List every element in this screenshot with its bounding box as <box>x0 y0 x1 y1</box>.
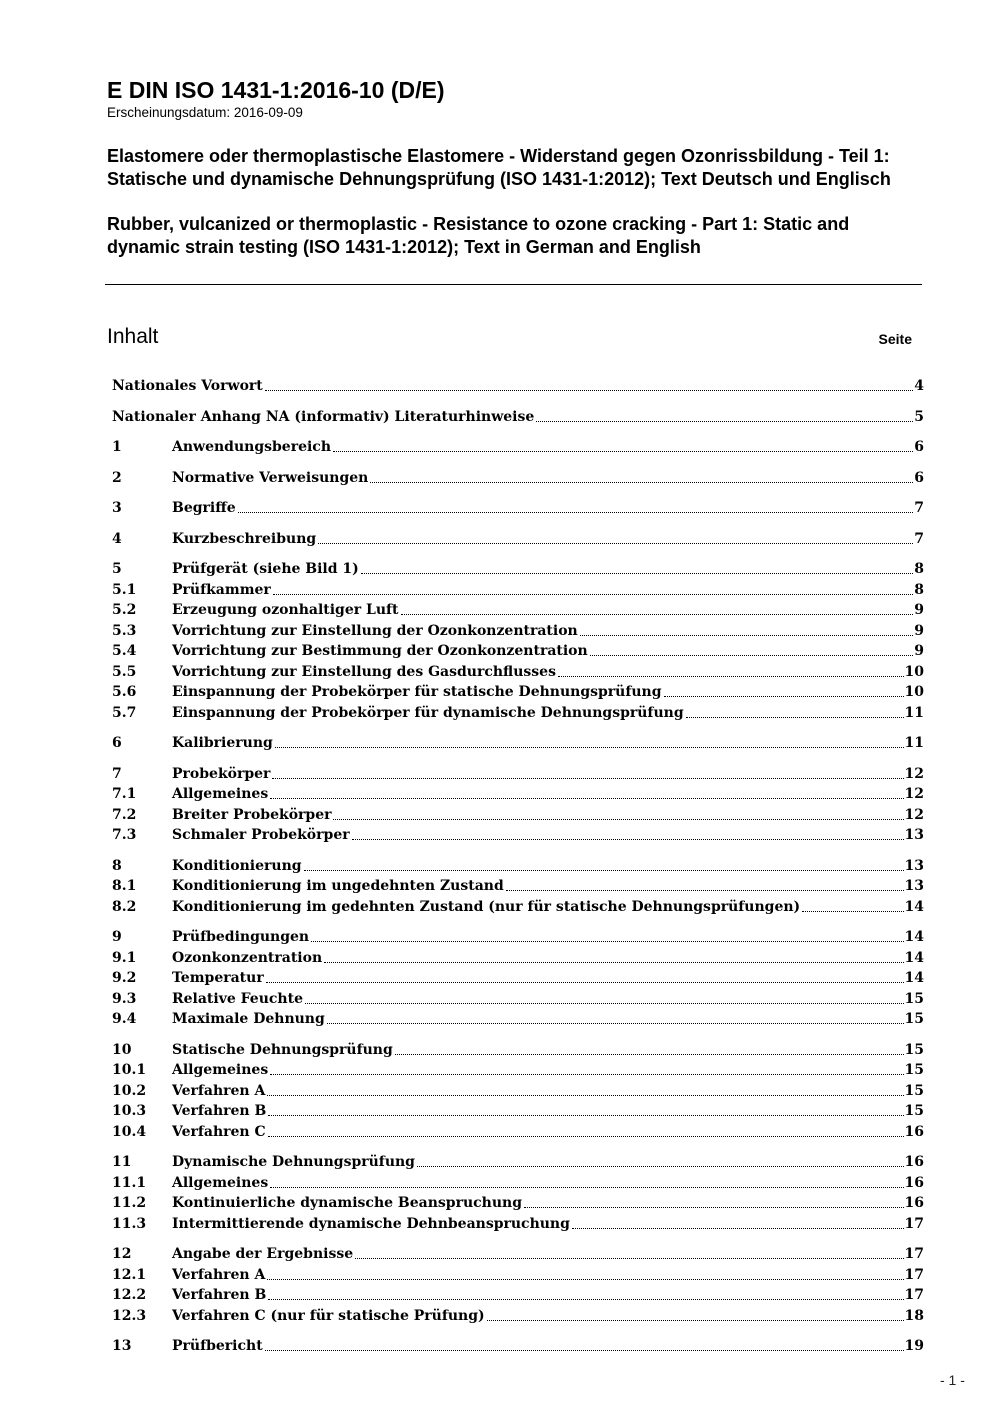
toc-entry[interactable] <box>112 1060 924 1080</box>
toc-dot-leader <box>268 1298 903 1300</box>
toc-entry-page: 6 <box>914 470 924 486</box>
toc-entry-page: 17 <box>904 1246 924 1262</box>
toc-entry-title: Prüfbericht <box>172 1338 263 1354</box>
toc-entry-title: Kalibrierung <box>172 735 273 751</box>
toc-entry-title: Verfahren B <box>172 1103 267 1119</box>
toc-dot-leader <box>267 1094 903 1096</box>
toc-entry-page: 7 <box>914 500 924 516</box>
toc-entry-number: 6 <box>112 735 122 751</box>
toc-dot-leader <box>270 797 903 799</box>
toc-entry[interactable] <box>112 662 924 682</box>
toc-dot-leader <box>590 654 914 656</box>
toc-entry[interactable] <box>112 498 924 518</box>
toc-entry[interactable] <box>112 825 924 845</box>
toc-entry[interactable] <box>112 968 924 988</box>
toc-entry[interactable] <box>112 600 924 620</box>
toc-entry-title: Vorrichtung zur Einstellung der Ozonkonzentration <box>172 623 578 639</box>
toc-dot-leader <box>304 869 904 871</box>
toc-dot-leader <box>265 1349 904 1351</box>
toc-entry-number: 10.1 <box>112 1062 147 1078</box>
toc-entry-page: 6 <box>914 439 924 455</box>
toc-entry-page: 7 <box>914 531 924 547</box>
toc-entry-number: 12.2 <box>112 1287 147 1303</box>
toc-entry[interactable] <box>112 407 924 427</box>
toc-entry-page: 15 <box>904 1103 924 1119</box>
toc-entry[interactable] <box>112 1193 924 1213</box>
toc-dot-leader <box>265 389 914 391</box>
toc-entry-number: 12.3 <box>112 1308 147 1324</box>
toc-entry-number: 7 <box>112 766 122 782</box>
toc-entry-page: 12 <box>904 807 924 823</box>
toc-entry[interactable] <box>112 1122 924 1142</box>
toc-entry-number: 4 <box>112 531 122 547</box>
toc-entry[interactable] <box>112 580 924 600</box>
toc-entry-title: Verfahren A <box>172 1267 266 1283</box>
toc-entry-title: Ozonkonzentration <box>172 950 323 966</box>
toc-entry-page: 13 <box>904 878 924 894</box>
toc-dot-leader <box>572 1227 904 1229</box>
toc-entry-number: 11.3 <box>112 1216 147 1232</box>
toc-entry-title: Vorrichtung zur Einstellung des Gasdurchflusses <box>172 664 556 680</box>
toc-entry-number: 11.1 <box>112 1175 147 1191</box>
toc-dot-leader <box>327 1022 904 1024</box>
toc-entry[interactable] <box>112 1306 924 1326</box>
toc-dot-leader <box>333 818 903 820</box>
toc-dot-leader <box>355 1257 903 1259</box>
toc-entry-page: 4 <box>914 378 924 394</box>
toc-entry-title: Breiter Probekörper <box>172 807 332 823</box>
toc-entry-title: Erzeugung ozonhaltiger Luft <box>172 602 399 618</box>
toc-entry-number: 9.4 <box>112 1011 137 1027</box>
toc-entry-number: 3 <box>112 500 122 516</box>
toc-dot-leader <box>311 940 903 942</box>
toc-entry-title: Allgemeines <box>172 1175 269 1191</box>
toc-entry-title: Einspannung der Probekörper für statische Dehnungsprüfung <box>172 684 662 700</box>
toc-entry-number: 5.5 <box>112 664 137 680</box>
toc-entry[interactable] <box>112 1101 924 1121</box>
toc-dot-leader <box>268 1135 904 1137</box>
toc-entry-number: 9.1 <box>112 950 137 966</box>
toc-entry-page: 10 <box>904 664 924 680</box>
toc-entry[interactable] <box>112 559 924 579</box>
toc-entry-title: Kurzbeschreibung <box>172 531 317 547</box>
toc-entry[interactable] <box>112 1152 924 1172</box>
toc-entry-number: 7.2 <box>112 807 137 823</box>
toc-entry-title: Relative Feuchte <box>172 991 303 1007</box>
toc-entry[interactable] <box>112 733 924 753</box>
toc-entry-title: Konditionierung <box>172 858 302 874</box>
toc-entry-title: Dynamische Dehnungsprüfung <box>172 1154 415 1170</box>
toc-entry-page: 15 <box>904 1011 924 1027</box>
toc-entry-title: Allgemeines <box>172 786 269 802</box>
toc-entry[interactable] <box>112 682 924 702</box>
toc-dot-leader <box>395 1053 904 1055</box>
toc-entry[interactable] <box>112 641 924 661</box>
toc-entry[interactable] <box>112 948 924 968</box>
toc-entry-page: 12 <box>904 766 924 782</box>
publication-date: Erscheinungsdatum: 2016-09-09 <box>107 105 303 120</box>
toc-entry-title: Schmaler Probekörper <box>172 827 350 843</box>
toc-entry-number: 5.2 <box>112 602 137 618</box>
toc-entry[interactable] <box>112 468 924 488</box>
toc-entry-page: 17 <box>904 1267 924 1283</box>
toc-entry-page: 9 <box>914 643 924 659</box>
toc-entry-page: 13 <box>904 827 924 843</box>
toc-entry-page: 8 <box>914 582 924 598</box>
toc-entry-title: Nationaler Anhang NA (informativ) Literaturhinweise <box>112 409 535 425</box>
toc-entry-page: 15 <box>904 1062 924 1078</box>
toc-entry-number: 1 <box>112 439 122 455</box>
toc-entry-page: 16 <box>904 1195 924 1211</box>
toc-dot-leader <box>524 1206 904 1208</box>
title-english: Rubber, vulcanized or thermoplastic - Resistance to ozone cracking - Part 1: Static and dynamic strain testing (ISO 1431-1:2012); Text in German and English <box>107 214 850 257</box>
toc-entry-title: Normative Verweisungen <box>172 470 369 486</box>
toc-entry-title: Angabe der Ergebnisse <box>172 1246 354 1262</box>
toc-dot-leader <box>580 634 914 636</box>
toc-entry-page: 15 <box>904 991 924 1007</box>
toc-entry-page: 14 <box>904 929 924 945</box>
toc-dot-leader <box>270 1073 903 1075</box>
toc-entry[interactable] <box>112 897 924 917</box>
toc-dot-leader <box>268 1114 903 1116</box>
toc-entry-page: 12 <box>904 786 924 802</box>
toc-entry-title: Kontinuierliche dynamische Beanspruchung <box>172 1195 522 1211</box>
toc-entry-number: 11 <box>112 1154 132 1170</box>
toc-entry[interactable] <box>112 856 924 876</box>
toc-entry[interactable] <box>112 1244 924 1264</box>
toc-entry-page: 14 <box>904 950 924 966</box>
toc-entry-number: 8.2 <box>112 899 137 915</box>
toc-entry[interactable] <box>112 1081 924 1101</box>
toc-entry-number: 5.7 <box>112 705 137 721</box>
toc-dot-leader <box>267 1278 903 1280</box>
toc-entry[interactable] <box>112 1285 924 1305</box>
toc-entry-number: 5 <box>112 561 122 577</box>
header-rule <box>105 284 922 285</box>
toc-entry-number: 9 <box>112 929 122 945</box>
toc-entry-number: 9.3 <box>112 991 137 1007</box>
toc-dot-leader <box>318 542 913 544</box>
toc-entry-number: 7.1 <box>112 786 137 802</box>
toc-dot-leader <box>275 746 904 748</box>
toc-entry-number: 10.2 <box>112 1083 147 1099</box>
toc-entry-title: Konditionierung im ungedehnten Zustand <box>172 878 504 894</box>
toc-entry-number: 5.4 <box>112 643 137 659</box>
toc-entry-title: Verfahren B <box>172 1287 267 1303</box>
toc-entry-number: 8.1 <box>112 878 137 894</box>
toc-entry[interactable] <box>112 805 924 825</box>
toc-entry-page: 14 <box>904 899 924 915</box>
toc-entry-number: 8 <box>112 858 122 874</box>
toc-dot-leader <box>272 777 903 779</box>
toc-entry[interactable] <box>112 1336 924 1356</box>
toc-entry-page: 16 <box>904 1124 924 1140</box>
toc-entry-number: 10.4 <box>112 1124 147 1140</box>
toc-entry[interactable] <box>112 927 924 947</box>
toc-entry-title: Begriffe <box>172 500 236 516</box>
toc-dot-leader <box>273 593 913 595</box>
toc-entry-title: Einspannung der Probekörper für dynamische Dehnungsprüfung <box>172 705 684 721</box>
toc-entry-page: 19 <box>904 1338 924 1354</box>
toc-entry-title: Vorrichtung zur Bestimmung der Ozonkonzentration <box>172 643 588 659</box>
toc-entry[interactable] <box>112 1009 924 1029</box>
toc-entry-page: 13 <box>904 858 924 874</box>
toc-dot-leader <box>370 481 913 483</box>
toc-entry-number: 13 <box>112 1338 132 1354</box>
toc-entry-number: 12 <box>112 1246 132 1262</box>
toc-entry[interactable] <box>112 1265 924 1285</box>
toc-dot-leader <box>324 961 903 963</box>
toc-entry-number: 5.6 <box>112 684 137 700</box>
toc-entry-number: 11.2 <box>112 1195 147 1211</box>
toc-dot-leader <box>401 613 914 615</box>
toc-entry-page: 5 <box>914 409 924 425</box>
toc-entry-title: Statische Dehnungsprüfung <box>172 1042 393 1058</box>
toc-entry-page: 8 <box>914 561 924 577</box>
toc-dot-leader <box>802 910 903 912</box>
toc-entry-page: 15 <box>904 1083 924 1099</box>
toc-dot-leader <box>686 716 904 718</box>
toc-entry-number: 12.1 <box>112 1267 147 1283</box>
toc-entry[interactable] <box>112 784 924 804</box>
toc-entry-title: Prüfgerät (siehe Bild 1) <box>172 561 359 577</box>
toc-dot-leader <box>305 1002 904 1004</box>
toc-dot-leader <box>664 695 904 697</box>
toc-dot-leader <box>487 1319 904 1321</box>
toc-entry-page: 16 <box>904 1175 924 1191</box>
toc-dot-leader <box>361 572 913 574</box>
toc-entry-page: 16 <box>904 1154 924 1170</box>
toc-dot-leader <box>352 838 904 840</box>
toc-entry-page: 9 <box>914 623 924 639</box>
toc-entry-title: Intermittierende dynamische Dehnbeanspruchung <box>172 1216 570 1232</box>
toc-entry[interactable] <box>112 703 924 723</box>
toc-entry[interactable] <box>112 1173 924 1193</box>
toc-entry-number: 10.3 <box>112 1103 147 1119</box>
toc-entry-page: 17 <box>904 1287 924 1303</box>
document-id: E DIN ISO 1431-1:2016-10 (D/E) <box>107 77 445 103</box>
toc-entry-page: 11 <box>904 735 924 751</box>
page-column-label: Seite <box>878 331 912 347</box>
toc-entry-title: Verfahren C (nur für statische Prüfung) <box>172 1308 485 1324</box>
toc-entry[interactable] <box>112 621 924 641</box>
page-number: - 1 - <box>940 1372 965 1388</box>
toc-entry[interactable] <box>112 1214 924 1234</box>
toc-entry-number: 5.3 <box>112 623 137 639</box>
toc-dot-leader <box>266 981 904 983</box>
toc-entry-page: 10 <box>904 684 924 700</box>
toc-entry-page: 11 <box>904 705 924 721</box>
toc-entry-title: Prüfbedingungen <box>172 929 310 945</box>
toc-entry-title: Konditionierung im gedehnten Zustand (nur für statische Dehnungsprüfungen) <box>172 899 801 915</box>
toc-entry-number: 5.1 <box>112 582 137 598</box>
document-header <box>107 76 922 261</box>
toc-dot-leader <box>417 1165 904 1167</box>
toc-dot-leader <box>506 889 904 891</box>
toc-entry-number: 2 <box>112 470 122 486</box>
toc-dot-leader <box>558 675 904 677</box>
toc-entry-page: 15 <box>904 1042 924 1058</box>
toc-entry-title: Verfahren C <box>172 1124 266 1140</box>
toc-entry-title: Anwendungsbereich <box>172 439 331 455</box>
toc-entry[interactable] <box>112 876 924 896</box>
toc-entry[interactable] <box>112 376 924 396</box>
toc-entry[interactable] <box>112 989 924 1009</box>
toc-entry-title: Probekörper <box>172 766 271 782</box>
toc-dot-leader <box>333 450 913 452</box>
toc-entry-page: 14 <box>904 970 924 986</box>
toc-entry-title: Prüfkammer <box>172 582 271 598</box>
toc-entry-page: 17 <box>904 1216 924 1232</box>
toc-dot-leader <box>238 511 914 513</box>
toc-dot-leader <box>270 1186 903 1188</box>
toc-dot-leader <box>536 420 913 422</box>
toc-entry-title: Verfahren A <box>172 1083 266 1099</box>
toc-entry-number: 10 <box>112 1042 132 1058</box>
title-german: Elastomere oder thermoplastische Elastomere - Widerstand gegen Ozonrissbildung - Teil 1: Statische und dynamische Dehnungsprüfung (ISO 1431-1:2012); Text Deutsch und Englisch <box>107 146 891 189</box>
toc-entry-title: Nationales Vorwort <box>112 378 263 394</box>
toc-entry-page: 18 <box>904 1308 924 1324</box>
toc-entry[interactable] <box>112 529 924 549</box>
toc-entry[interactable] <box>112 1040 924 1060</box>
contents-heading: Inhalt <box>107 325 159 348</box>
toc-entry-title: Allgemeines <box>172 1062 269 1078</box>
toc-entry[interactable] <box>112 764 924 784</box>
toc-entry-title: Maximale Dehnung <box>172 1011 325 1027</box>
toc-entry-number: 7.3 <box>112 827 137 843</box>
toc-entry-title: Temperatur <box>172 970 264 986</box>
toc-entry-number: 9.2 <box>112 970 137 986</box>
toc-entry[interactable] <box>112 437 924 457</box>
toc-entry-page: 9 <box>914 602 924 618</box>
